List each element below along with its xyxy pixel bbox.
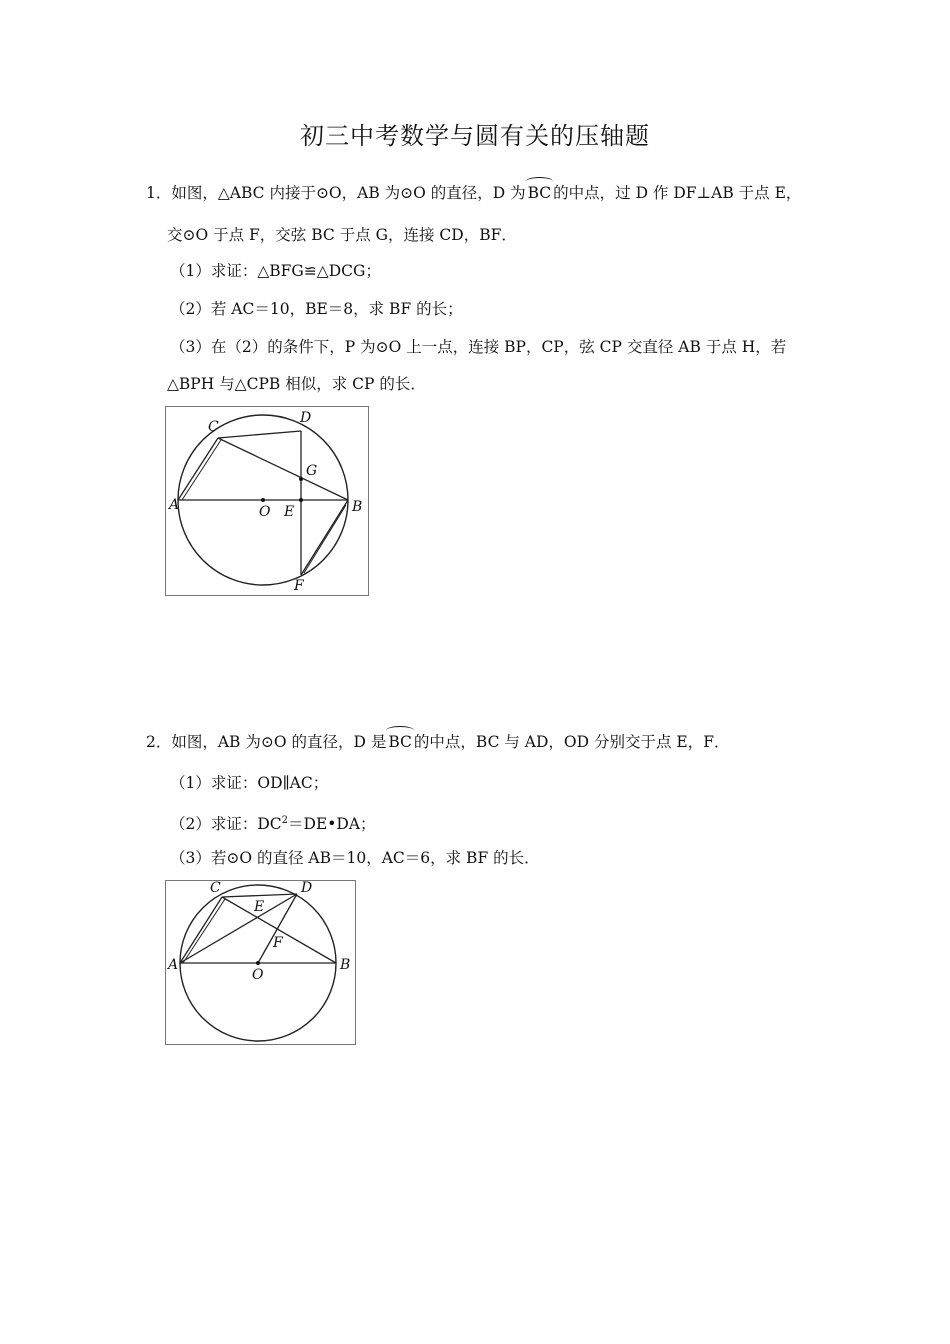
q1-point-o [261, 498, 265, 502]
q2-line1-b: 的中点，BC 与 AD，OD 分别交于点 E，F． [413, 733, 730, 751]
q1-label-b: B [352, 499, 363, 515]
q2-figure [165, 880, 356, 1045]
q1-chord-bf-2 [304, 505, 346, 573]
q1-line1-a: 1．如图，△ABC 内接于⊙O，AB 为⊙O 的直径，D 为 [146, 184, 526, 202]
q2-point-o [256, 961, 260, 965]
q2-part2 [170, 811, 376, 834]
q2-label-e: E [254, 899, 265, 915]
q2-chord-cb [222, 897, 336, 963]
q1-point-g [299, 477, 303, 481]
q1-diagram [166, 407, 368, 595]
q1-part2: （2）若 AC＝10，BE＝8，求 BF 的长； [170, 300, 463, 318]
q1-point-e [299, 498, 303, 502]
q2-part1: （1）求证：OD∥AC； [170, 774, 329, 792]
q2-chord-ac [180, 897, 222, 963]
q1-label-a: A [169, 497, 180, 513]
q2-label-a: A [168, 957, 179, 973]
q1-figure [165, 406, 369, 596]
q2-line1-a: 2．如图，AB 为⊙O 的直径，D 是 [146, 733, 387, 751]
q1-chord-ac-2 [182, 440, 221, 500]
q2-label-c: C [210, 881, 221, 896]
q2-label-d: D [301, 881, 313, 896]
q2-part2-b: ＝DE•DA； [288, 815, 376, 834]
q2-chord-ad [180, 894, 297, 963]
q2-part2-sup: 2 [281, 815, 289, 826]
q2-arc-bc: BC [388, 733, 412, 751]
q1-label-g: G [306, 463, 318, 479]
q1-part3: （3）在（2）的条件下，P 为⊙O 上一点，连接 BP，CP，弦 CP 交直径 AB 于点 H，若 [170, 338, 787, 356]
q2-part2-a: （2）求证：DC [170, 815, 282, 834]
q1-label-c: C [208, 419, 219, 435]
q2-chord-cd [222, 894, 297, 897]
q1-label-o: O [259, 504, 271, 520]
q1-part3-cont: △BPH 与△CPB 相似，求 CP 的长． [167, 375, 426, 393]
q1-line1-b: 的中点，过 D 作 DF⊥AB 于点 E， [553, 184, 802, 202]
q1-line1 [146, 183, 801, 203]
q1-label-e: E [284, 504, 295, 520]
q1-label-d: D [300, 410, 312, 426]
q2-diagram [166, 881, 355, 1044]
q1-chord-cd [218, 431, 301, 438]
q1-chord-cb [218, 438, 348, 500]
q1-part1: （1）求证：△BFG≌△DCG； [170, 262, 381, 280]
q1-line2: 交⊙O 于点 F，交弦 BC 于点 G，连接 CD，BF． [167, 226, 517, 244]
q2-label-b: B [340, 957, 351, 973]
q2-label-o: O [252, 967, 264, 983]
q2-chord-ac-2 [183, 899, 225, 963]
q1-arc-bc: BC [527, 184, 552, 202]
page-title: 初三中考数学与圆有关的压轴题 [300, 122, 650, 150]
q2-line1 [146, 732, 729, 752]
q1-chord-bf [301, 500, 348, 575]
q2-label-f: F [273, 935, 283, 951]
q1-label-f: F [294, 578, 304, 594]
q2-part3: （3）若⊙O 的直径 AB＝10，AC＝6，求 BF 的长． [170, 849, 540, 867]
